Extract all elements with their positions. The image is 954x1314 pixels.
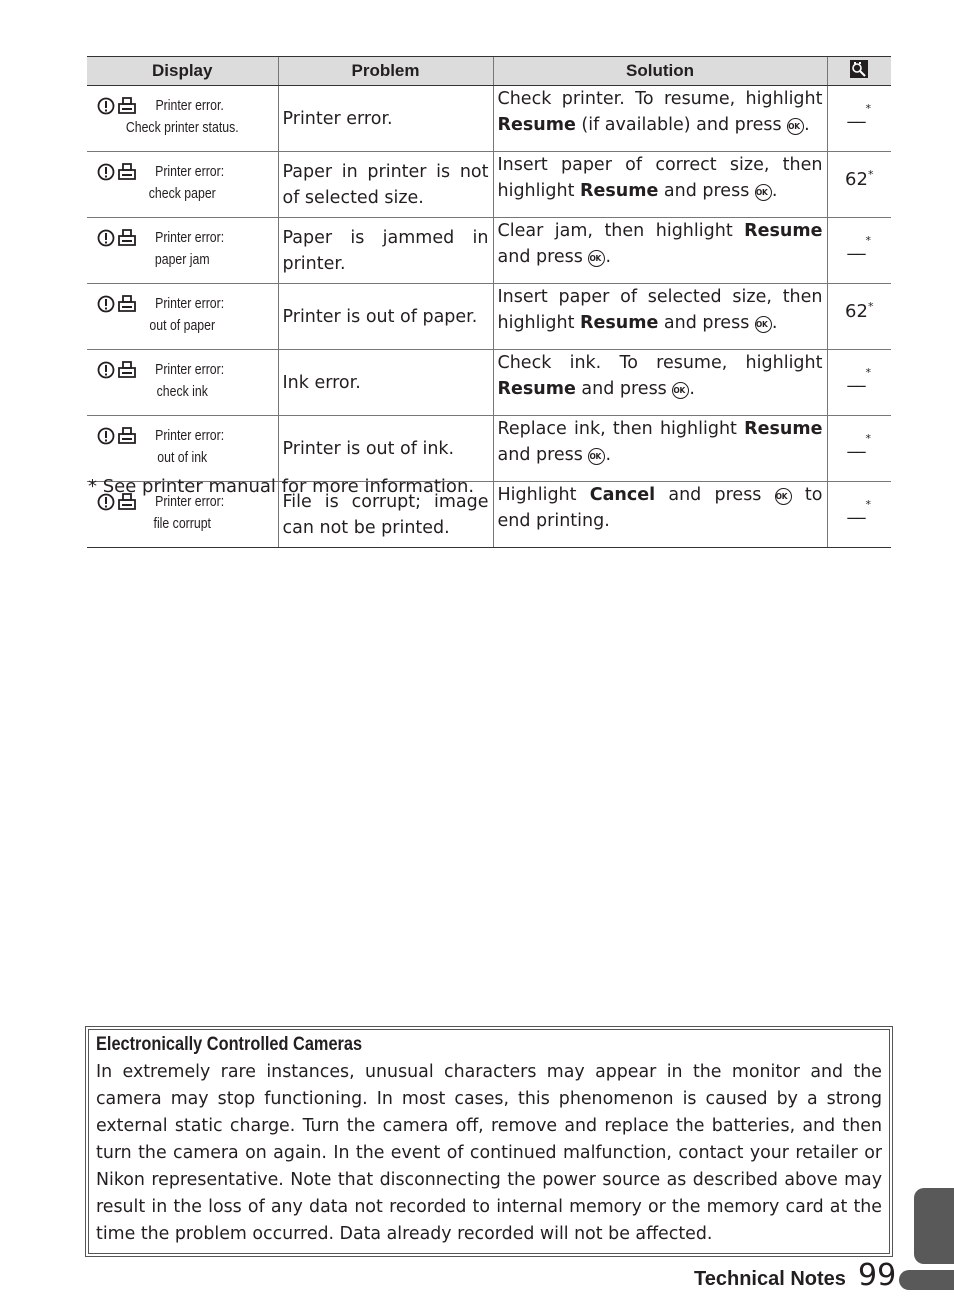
solution-text: and press bbox=[497, 247, 589, 267]
solution-text: . bbox=[689, 379, 695, 399]
ok-button-icon: OK bbox=[755, 184, 772, 201]
table-row bbox=[87, 416, 891, 482]
problem-cell: Printer is out of ink. bbox=[278, 416, 493, 482]
display-line-1: Printer error: bbox=[155, 163, 225, 180]
solution-option: Resume bbox=[497, 115, 576, 135]
footnote-mark: * bbox=[865, 234, 871, 247]
solution-option: Resume bbox=[580, 181, 659, 201]
solution-text: . bbox=[804, 115, 810, 135]
solution-option: Resume bbox=[744, 221, 823, 241]
page-ref: 62 bbox=[845, 169, 868, 190]
solution-cell bbox=[493, 284, 827, 350]
solution-text: and press bbox=[497, 445, 589, 465]
section-tab bbox=[914, 1188, 954, 1264]
display-line-1: Printer error. bbox=[155, 97, 224, 114]
solution-text: Replace ink, then highlight bbox=[497, 419, 745, 439]
solution-cell bbox=[493, 86, 827, 152]
header-page bbox=[827, 57, 891, 86]
table-header-row bbox=[87, 57, 891, 86]
solution-cell bbox=[493, 416, 827, 482]
table-row bbox=[87, 350, 891, 416]
problem-cell: Paper is jammed in printer. bbox=[278, 218, 493, 284]
table-row bbox=[87, 86, 891, 152]
problem-cell: File is corrupt; image can not be printed. bbox=[278, 482, 493, 548]
footnote-mark: * bbox=[865, 498, 871, 511]
solution-cell bbox=[493, 218, 827, 284]
display-cell bbox=[87, 218, 278, 284]
solution-text: to end printing. bbox=[497, 485, 823, 531]
solution-text: and press bbox=[655, 485, 775, 505]
solution-text: Check printer. To resume, highlight bbox=[497, 89, 823, 109]
header-display: Display bbox=[87, 57, 278, 86]
solution-text: Check ink. To resume, highlight bbox=[497, 353, 823, 373]
page-ref: __ bbox=[847, 103, 866, 124]
display-line-2: out of paper bbox=[149, 317, 216, 334]
page-cell bbox=[827, 218, 891, 284]
solution-option: Cancel bbox=[589, 485, 656, 505]
page-number: 99 bbox=[858, 1258, 897, 1293]
footer-tab bbox=[899, 1270, 954, 1290]
footnote-mark: * bbox=[865, 366, 871, 379]
page-ref: __ bbox=[847, 433, 866, 454]
footnote-mark: * bbox=[865, 102, 871, 115]
display-line-1: Printer error: bbox=[155, 229, 225, 246]
page-cell bbox=[827, 86, 891, 152]
footer-section-label: Technical Notes bbox=[694, 1268, 846, 1290]
display-cell bbox=[87, 416, 278, 482]
page-ref: __ bbox=[847, 367, 866, 388]
solution-text: and press bbox=[575, 379, 673, 399]
solution-text: (if available) and press bbox=[575, 115, 788, 135]
solution-cell bbox=[493, 152, 827, 218]
display-cell bbox=[87, 86, 278, 152]
ok-button-icon: OK bbox=[588, 448, 605, 465]
page-cell bbox=[827, 416, 891, 482]
page-ref: __ bbox=[847, 235, 866, 256]
solution-text: . bbox=[605, 247, 612, 267]
solution-cell bbox=[493, 350, 827, 416]
table-row bbox=[87, 284, 891, 350]
display-cell bbox=[87, 350, 278, 416]
solution-text: Insert paper of correct size, then highlight bbox=[497, 155, 823, 201]
solution-option: Resume bbox=[497, 379, 576, 399]
ok-button-icon: OK bbox=[775, 488, 792, 505]
ok-button-icon: OK bbox=[672, 382, 689, 399]
display-line-1: Printer error: bbox=[155, 427, 225, 444]
table-row bbox=[87, 218, 891, 284]
display-line-2: Check printer status. bbox=[125, 119, 239, 136]
display-cell bbox=[87, 284, 278, 350]
solution-text: Highlight bbox=[497, 485, 590, 505]
solution-option: Resume bbox=[744, 419, 823, 439]
header-solution: Solution bbox=[493, 57, 827, 86]
display-line-2: check paper bbox=[148, 185, 216, 202]
note-title: Electronically Controlled Cameras bbox=[96, 1034, 363, 1055]
ok-button-icon: OK bbox=[588, 250, 605, 267]
solution-text: Clear jam, then highlight bbox=[497, 221, 745, 241]
display-line-2: check ink bbox=[156, 383, 208, 400]
page-ref: 62 bbox=[845, 301, 868, 322]
magnifier-icon bbox=[850, 60, 868, 78]
display-line-2: paper jam bbox=[154, 251, 210, 268]
display-line-2: file corrupt bbox=[153, 515, 211, 532]
solution-text: . bbox=[771, 313, 778, 333]
solution-text: . bbox=[771, 181, 778, 201]
footnote-mark: * bbox=[867, 300, 874, 313]
footnote-mark: * bbox=[867, 168, 874, 181]
problem-cell: Ink error. bbox=[278, 350, 493, 416]
header-problem: Problem bbox=[278, 57, 493, 86]
solution-text: Insert paper of selected size, then highlight bbox=[497, 287, 823, 333]
page-ref: __ bbox=[847, 499, 866, 520]
page-cell bbox=[827, 482, 891, 548]
note-body: In extremely rare instances, unusual characters may appear in the monitor and the camera may stop functioning. In most cases, this phenomenon is caused by a strong external static charge. Turn the camera off, remove and replace the batteries, and then turn the camera on again. In the event of continued malfunction, contact your retailer or Nikon representative. Note that disconnecting the power source as described above may result in the loss of any data not recorded to internal memory or the memory card at the time the problem occurred. Data already recorded will not be affected. bbox=[96, 1062, 882, 1244]
ok-button-icon: OK bbox=[755, 316, 772, 333]
page-cell bbox=[827, 152, 891, 218]
problem-cell: Printer error. bbox=[278, 86, 493, 152]
display-line-1: Printer error: bbox=[155, 295, 225, 312]
solution-option: Resume bbox=[580, 313, 659, 333]
footnote-mark: * bbox=[865, 432, 871, 445]
note-box bbox=[85, 1026, 893, 1257]
table-row bbox=[87, 152, 891, 218]
solution-text: and press bbox=[658, 181, 755, 201]
solution-text: and press bbox=[658, 313, 755, 333]
display-line-1: Printer error: bbox=[155, 361, 225, 378]
solution-cell bbox=[493, 482, 827, 548]
footnote: * See printer manual for more information. bbox=[88, 476, 475, 497]
page-cell bbox=[827, 284, 891, 350]
error-table bbox=[87, 56, 891, 548]
problem-cell: Printer is out of paper. bbox=[278, 284, 493, 350]
display-line-2: out of ink bbox=[157, 449, 208, 466]
solution-text: . bbox=[605, 445, 612, 465]
ok-button-icon: OK bbox=[787, 118, 804, 135]
problem-cell: Paper in printer is not of selected size. bbox=[278, 152, 493, 218]
display-cell bbox=[87, 152, 278, 218]
page-cell bbox=[827, 350, 891, 416]
display-line-1: Printer error: bbox=[155, 493, 225, 510]
